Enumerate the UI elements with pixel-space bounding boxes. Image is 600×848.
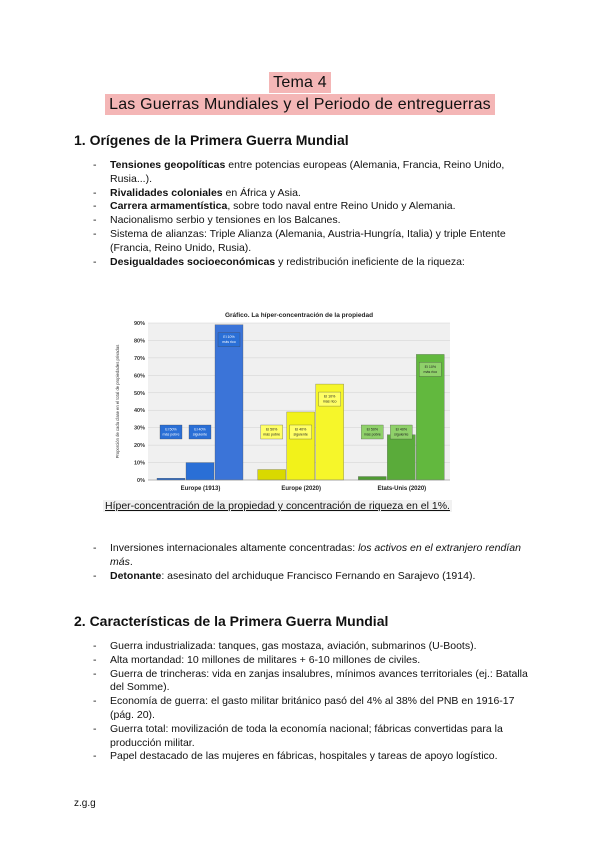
bar bbox=[358, 477, 386, 480]
bar-annotation-text: siguiente bbox=[192, 432, 208, 437]
y-tick-label: 80% bbox=[133, 338, 145, 345]
section1-list bbox=[93, 159, 533, 269]
bar-annotation-text: El 50% bbox=[265, 427, 278, 432]
bar-annotation-text: El 10% bbox=[323, 394, 336, 399]
section1-list-continued bbox=[93, 542, 533, 583]
bar-annotation-text: más rico bbox=[222, 340, 236, 345]
bar bbox=[258, 470, 286, 480]
bar-annotation-text: El 10% bbox=[223, 335, 235, 340]
list-item: - Guerra total: movilización de toda la economía nacional; fábricas convertidas para la producción militar. bbox=[93, 723, 533, 751]
y-tick-label: 30% bbox=[133, 425, 145, 432]
list-item: - Guerra industrializada: tanques, gas mostaza, aviación, submarinos (U-Boots). bbox=[93, 640, 533, 654]
bar-annotation-text: El 40% bbox=[395, 427, 408, 432]
bar bbox=[215, 325, 243, 480]
list-item: - Alta mortandad: 10 millones de militares + 6-10 millones de civiles. bbox=[93, 654, 533, 668]
chart-caption: Híper-concentración de la propiedad y concentración de riqueza en el 1%. bbox=[105, 500, 450, 512]
y-tick-label: 50% bbox=[133, 390, 145, 397]
bar-annotation-text: El 50% bbox=[165, 427, 177, 432]
bar-annotation-text: siguiente bbox=[293, 432, 308, 437]
footer-initials: z.g.g bbox=[74, 798, 96, 809]
list-item: - Inversiones internacionales altamente concentradas: los activos en el extranjero rendían más. bbox=[93, 542, 533, 570]
chart bbox=[110, 306, 455, 498]
bar bbox=[287, 412, 315, 480]
bar-annotation-text: El 40% bbox=[294, 427, 307, 432]
bar-annotation-text: más pobre bbox=[363, 432, 381, 437]
bar bbox=[186, 463, 214, 480]
list-item: - Desigualdades socioeconómicas y redistribución ineficiente de la riqueza: bbox=[93, 256, 533, 270]
y-tick-label: 20% bbox=[133, 443, 145, 450]
list-item: - Guerra de trincheras: vida en zanjas insalubres, mínimos avances territoriales (ej.: Batalla del Somme). bbox=[93, 668, 533, 696]
y-tick-label: 90% bbox=[133, 321, 145, 327]
list-item: - Detonante: asesinato del archiduque Francisco Fernando en Sarajevo (1914). bbox=[93, 570, 533, 584]
bar-annotation-text: siguiente bbox=[394, 432, 409, 437]
y-tick-label: 0% bbox=[137, 478, 145, 484]
x-group-label: Europe (1913) bbox=[180, 486, 221, 492]
section2-heading: 2. Características de la Primera Guerra Mundial bbox=[74, 613, 389, 629]
bar-annotation-text: El 10% bbox=[424, 364, 437, 369]
bar-annotation-text: más pobre bbox=[162, 432, 180, 437]
y-tick-label: 10% bbox=[133, 460, 145, 467]
section1-heading: 1. Orígenes de la Primera Guerra Mundial bbox=[74, 132, 349, 148]
y-tick-label: 70% bbox=[133, 355, 145, 362]
list-item: - Sistema de alianzas: Triple Alianza (Alemania, Austria-Hungría, Italia) y triple Entente (Francia, Reino Unido, Rusia). bbox=[93, 228, 533, 256]
list-item: - Economía de guerra: el gasto militar británico pasó del 4% al 38% del PNB en 1916-17 (pág. 20). bbox=[93, 695, 533, 723]
list-item: - Nacionalismo serbio y tensiones en los Balcanes. bbox=[93, 214, 533, 228]
bar-annotation-text: más rico bbox=[322, 399, 337, 404]
bar-annotation-text: más pobre bbox=[263, 432, 281, 437]
bar-annotation-text: más rico bbox=[423, 369, 438, 374]
section2-list bbox=[93, 640, 533, 764]
x-group-label: Etats-Unis (2020) bbox=[377, 486, 427, 492]
y-axis-label: Proporción de cada clase en el total de propiedades privadas bbox=[115, 344, 120, 459]
chart-title: Gráfico. La híper-concentración de la propiedad bbox=[224, 312, 374, 319]
bar-annotation-text: El 50% bbox=[366, 427, 379, 432]
y-tick-label: 60% bbox=[133, 373, 145, 380]
list-item: - Tensiones geopolíticas entre potencias europeas (Alemania, Francia, Reino Unido, Rusia...). bbox=[93, 159, 533, 187]
list-item: - Rivalidades coloniales en África y Asia. bbox=[93, 187, 533, 201]
list-item: - Papel destacado de las mujeres en fábricas, hospitales y tareas de apoyo logístico. bbox=[93, 750, 533, 764]
y-tick-label: 40% bbox=[133, 408, 145, 415]
title-line-2: Las Guerras Mundiales y el Periodo de entreguerras bbox=[105, 94, 495, 115]
list-item: - Carrera armamentística, sobre todo naval entre Reino Unido y Alemania. bbox=[93, 200, 533, 214]
x-group-label: Europe (2020) bbox=[281, 486, 322, 492]
title-line-1: Tema 4 bbox=[269, 72, 331, 93]
bar-annotation-text: El 40% bbox=[194, 427, 206, 432]
